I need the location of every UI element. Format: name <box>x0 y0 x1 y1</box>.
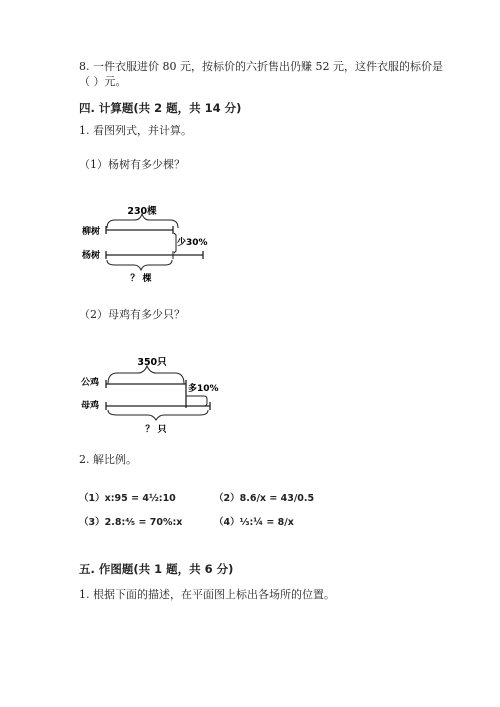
equation-1: （1）x:95 = 4½:10 <box>79 493 176 504</box>
diagram2-row1-label: 公鸡 <box>81 378 100 388</box>
equation-2: （2）8.6/x = 43/0.5 <box>214 493 315 504</box>
diagram2-top-value: 350只 <box>137 357 167 368</box>
question-8-line1: 8. 一件衣服进价 80 元，按标价的六折售出仍赚 52 元，这件衣服的标价是 <box>79 60 443 73</box>
equation-3: （3）2.8:⁴⁄₅ = 70%:x <box>79 517 183 528</box>
diagram2-note: 多10% <box>188 384 219 394</box>
diagram1-note: 少30% <box>177 238 208 248</box>
diagram2-row2-label: 母鸡 <box>81 401 100 411</box>
diagram1-top-value: 230棵 <box>127 206 157 217</box>
sub-question-1: （1）杨树有多少棵？ <box>79 158 185 171</box>
equation-4: （4）⅓:¼ = 8/x <box>214 517 294 528</box>
section-5-title: 五. 作图题(共 1 题，共 6 分) <box>79 562 234 576</box>
question-2-title: 2. 解比例。 <box>79 453 137 466</box>
diagram1-row2-label: 杨树 <box>82 251 101 261</box>
sub-question-2: （2）母鸡有多少只？ <box>79 308 185 321</box>
question-8-line2: （ ）元。 <box>79 75 127 88</box>
question-1-title: 1. 看图列式，并计算。 <box>79 124 192 137</box>
diagram1-row1-label: 柳树 <box>82 227 101 237</box>
diagram1-bottom-label: ？ 棵 <box>130 274 152 284</box>
diagram2-bottom-label: ？ 只 <box>145 425 167 435</box>
section-5-question-1: 1. 根据下面的描述，在平面图上标出各场所的位置。 <box>79 588 335 601</box>
section-4-title: 四. 计算题(共 2 题，共 14 分) <box>79 101 242 115</box>
